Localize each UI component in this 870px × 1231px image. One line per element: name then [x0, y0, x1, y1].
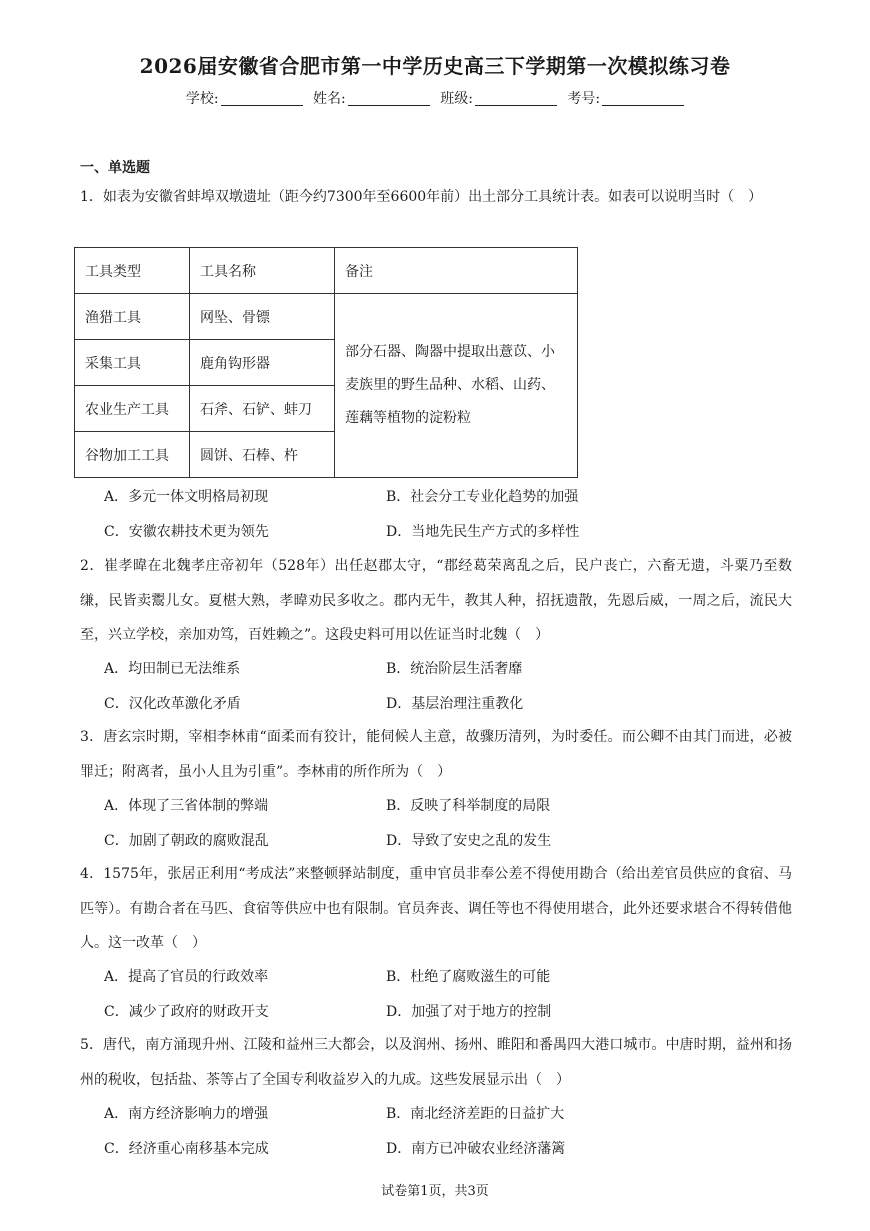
question-2 — [80, 549, 792, 653]
option-c[interactable]: C．安徽农耕技术更为领先 — [104, 524, 269, 540]
option-a[interactable]: A．均田制已无法维系 — [104, 661, 241, 677]
option-b[interactable]: B．统治阶层生活奢靡 — [386, 661, 523, 677]
page-footer: 试卷第1页，共3页 — [381, 1184, 489, 1199]
option-d[interactable]: D．导致了安史之乱的发生 — [386, 833, 552, 849]
table-header-row — [75, 248, 578, 294]
option-c[interactable]: C．减少了政府的财政开支 — [104, 1004, 269, 1020]
table-cell: 谷物加工工具 — [75, 432, 190, 478]
option-b[interactable]: B．杜绝了腐败滋生的可能 — [386, 969, 551, 985]
option-b[interactable]: B．反映了科举制度的局限 — [386, 798, 551, 814]
table-cell: 石斧、石铲、蚌刀 — [190, 386, 335, 432]
question-stem: 2．崔孝暐在北魏孝庄帝初年（528年）出任赵郡太守，“郡经葛荣离乱之后，民户丧亡，六畜无遗，斗粟乃至数缣，民皆卖鬻儿女。夏椹大熟，孝暐劝民多收之。郡内无牛，教其人种，招抚遗散，先恩后威，一周之后，流民大至，兴立学校，亲加劝笃，百姓赖之”。这段史料可用以佐证当时北魏（ ） — [80, 558, 792, 643]
table-cell: 鹿角钩形器 — [190, 340, 335, 386]
student-info-line — [0, 88, 870, 108]
option-b[interactable]: B．社会分工专业化趋势的加强 — [386, 489, 579, 505]
question-3 — [80, 720, 792, 789]
option-d[interactable]: D．当地先民生产方式的多样性 — [386, 524, 580, 540]
option-d[interactable]: D．基层治理注重教化 — [386, 696, 524, 712]
question-stem: 1．如表为安徽省蚌埠双墩遗址（距今约7300年至6600年前）出土部分工具统计表。如表可以说明当时（ ） — [80, 189, 763, 205]
option-b[interactable]: B．南北经济差距的日益扩大 — [386, 1106, 565, 1122]
table-row — [75, 294, 578, 340]
class-field: 班级: — [440, 88, 557, 108]
tools-table — [74, 247, 578, 478]
table-header-cell: 备注 — [335, 248, 578, 294]
table-cell: 渔猎工具 — [75, 294, 190, 340]
question-stem: 5．唐代，南方涌现升州、江陵和益州三大都会，以及润州、扬州、睢阳和番禺四大港口城市。中唐时期，益州和扬州的税收，包括盐、茶等占了全国专利收益岁入的九成。这些发展显示出（ ） — [80, 1037, 792, 1088]
question-stem: 4．1575年，张居正利用“考成法”来整顿驿站制度，重申官员非奉公差不得使用勘合（给出差官员供应的食宿、马匹等）。有勘合者在马匹、食宿等供应中也有限制。官员奔丧、调任等也不得使用堪合，此外还要求堪合不得转借他人。这一改革（ ） — [80, 866, 792, 951]
section-title: 一、单选题 — [80, 160, 150, 176]
option-d[interactable]: D．南方已冲破农业经济藩篱 — [386, 1141, 566, 1157]
name-blank[interactable] — [348, 91, 430, 106]
question-stem: 3．唐玄宗时期，宰相李林甫“面柔而有狡计，能伺候人主意，故骤历清列，为时委任。而公卿不由其门而进，必被罪迁；附离者，虽小人且为引重”。李林甫的所作所为（ ） — [80, 729, 792, 780]
table-header-cell: 工具类型 — [75, 248, 190, 294]
question-5 — [80, 1028, 792, 1097]
option-c[interactable]: C．汉化改革激化矛盾 — [104, 696, 241, 712]
option-a[interactable]: A．提高了官员的行政效率 — [104, 969, 269, 985]
question-4 — [80, 857, 792, 961]
option-d[interactable]: D．加强了对于地方的控制 — [386, 1004, 552, 1020]
exam-number-blank[interactable] — [602, 91, 684, 106]
school-field: 学校: — [186, 88, 303, 108]
class-blank[interactable] — [475, 91, 557, 106]
table-cell: 圆饼、石棒、杵 — [190, 432, 335, 478]
table-cell: 网坠、骨镖 — [190, 294, 335, 340]
option-a[interactable]: A．南方经济影响力的增强 — [104, 1106, 269, 1122]
table-cell: 农业生产工具 — [75, 386, 190, 432]
option-c[interactable]: C．经济重心南移基本完成 — [104, 1141, 269, 1157]
exam-title: 2026届安徽省合肥市第一中学历史高三下学期第一次模拟练习卷 — [139, 54, 731, 78]
question-1 — [80, 180, 792, 215]
option-a[interactable]: A．多元一体文明格局初现 — [104, 489, 269, 505]
table-header-cell: 工具名称 — [190, 248, 335, 294]
table-note-cell: 部分石器、陶器中提取出薏苡、小麦族里的野生品种、水稻、山药、莲藕等植物的淀粉粒 — [335, 294, 578, 478]
option-c[interactable]: C．加剧了朝政的腐败混乱 — [104, 833, 269, 849]
exam-number-field: 考号: — [567, 88, 684, 108]
option-a[interactable]: A．体现了三省体制的弊端 — [104, 798, 269, 814]
school-blank[interactable] — [221, 91, 303, 106]
table-cell: 采集工具 — [75, 340, 190, 386]
name-field: 姓名: — [313, 88, 430, 108]
